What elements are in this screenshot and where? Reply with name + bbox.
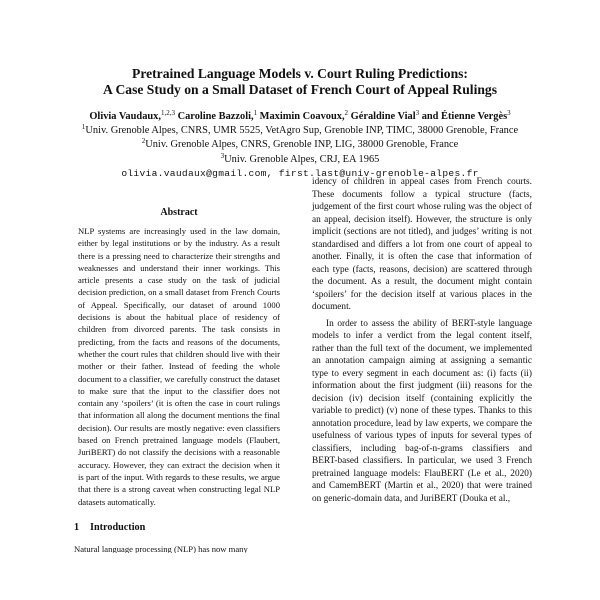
left-column xyxy=(74,207,284,553)
affiliation-2-sup: 2 xyxy=(141,137,146,146)
intro-section-number: 1 xyxy=(74,521,80,533)
abstract-text: NLP systems are increasingly used in the law domain, either by legal institutions or by the industry. As a result there is a pressing need to characterize their strengths and weaknesses and understand their inner workings. This article presents a case study on the task of judicial decision prediction, on a small dataset from French Courts of Appeal. Specifically, our dataset of around 1000 decisions is about the habitual place of residency of children from divorced parents. The task consists in predicting, from the facts and reasons of the documents, whether the court rules that children should live with their mother or their father. Instead of feeding the whole document to a classifier, we carefully construct the dataset to make sure that the input to the classifier does not contain any ‘spoilers’ (it is often the case in court rulings that information all along the document mentions the final decision). Our results are mostly negative: even classifiers based on French pretrained language models (Flaubert, JuriBERT) do not classify the decisions with a reasonable accuracy. However, they can extract the decision when it is part of the input. With regards to these results, we argue that there is a strong caveat when constructing legal NLP datasets automatically. xyxy=(78,226,280,507)
affiliation-1 xyxy=(30,124,570,138)
author-4-sup: 3 xyxy=(415,109,420,117)
author-2: Caroline Bazzoli, xyxy=(174,111,254,122)
author-3-sup: 2 xyxy=(344,109,349,117)
affiliation-2 xyxy=(30,138,570,152)
affiliation-1-sup: 1 xyxy=(81,123,86,132)
intro-heading xyxy=(74,522,284,533)
intro-section-title: Introduction xyxy=(90,521,146,533)
author-block xyxy=(30,110,570,181)
affiliation-2-text: Univ. Grenoble Alpes, CNRS, Grenoble INP, LIG, 38000 Grenoble, France xyxy=(145,139,459,151)
title-line-1: Pretrained Language Models v. Court Ruling Predictions: xyxy=(132,66,468,81)
right-column xyxy=(312,176,532,505)
author-emails[interactable]: olivia.vaudaux@gmail.com, first.last@univ-grenoble-alpes.fr xyxy=(121,167,479,179)
paper-title xyxy=(40,66,560,98)
affiliation-3-text: Univ. Grenoble Alpes, CRJ, EA 1965 xyxy=(224,153,380,165)
author-4: Géraldine Vial xyxy=(348,111,416,122)
title-line-2: A Case Study on a Small Dataset of French Court of Appeal Rulings xyxy=(103,82,497,97)
intro-first-line: Natural language processing (NLP) has now many xyxy=(74,543,248,553)
affiliation-3-sup: 3 xyxy=(220,151,225,160)
author-1: Olivia Vaudaux, xyxy=(89,111,161,122)
right-paragraph-2: In order to assess the ability of BERT-style language models to infer a verdict from the legal content itself, rather than the full text of the document, we implemented an annotation campaign aiming at assigning a semantic type to every segment in each document as: (i) facts (ii) information about the first judgment (iii) reasons for the decision (iv) decision itself (containing explicitly the variable to predict) (v) none of these types. Thanks to this annotation procedure, lead by law experts, we compare the usefulness of various types of inputs for several types of classifiers, including bag-of-n-grams classifiers and BERT-based classifiers. In particular, we used 3 French pretrained language models: FlauBERT (Le et al., 2020) and CamemBERT (Martin et al., 2020) that were trained on generic-domain data, and JuriBERT (Douka et al., xyxy=(312,318,532,504)
author-5-sup: 3 xyxy=(507,109,511,117)
author-3: Maximin Coavoux, xyxy=(257,111,345,122)
author-names xyxy=(30,110,570,124)
right-paragraph-1: idency of children in appeal cases from French courts. These documents follow a typical structure (facts, judgement of the first court whose ruling was the object of an appeal, decision itself). However, the structure is only implicit (sections are not titled), and judges’ writing is not standardised and differs a lot from one court of appeal to another. Finally, it is often the case that information of each type (facts, reasons, decision) are scattered through the document. As a result, the document might contain ‘spoilers’ for the decision itself at various places in the document. xyxy=(312,177,532,312)
affiliation-3 xyxy=(30,153,570,167)
author-1-sup: 1,2,3 xyxy=(160,109,175,117)
affiliation-1-text: Univ. Grenoble Alpes, CNRS, UMR 5525, VetAgro Sup, Grenoble INP, TIMC, 38000 Grenoble, France xyxy=(85,125,519,137)
author-2-sup: 1 xyxy=(253,109,258,117)
author-5: and Étienne Vergès xyxy=(419,111,508,122)
abstract-heading: Abstract xyxy=(160,207,198,218)
